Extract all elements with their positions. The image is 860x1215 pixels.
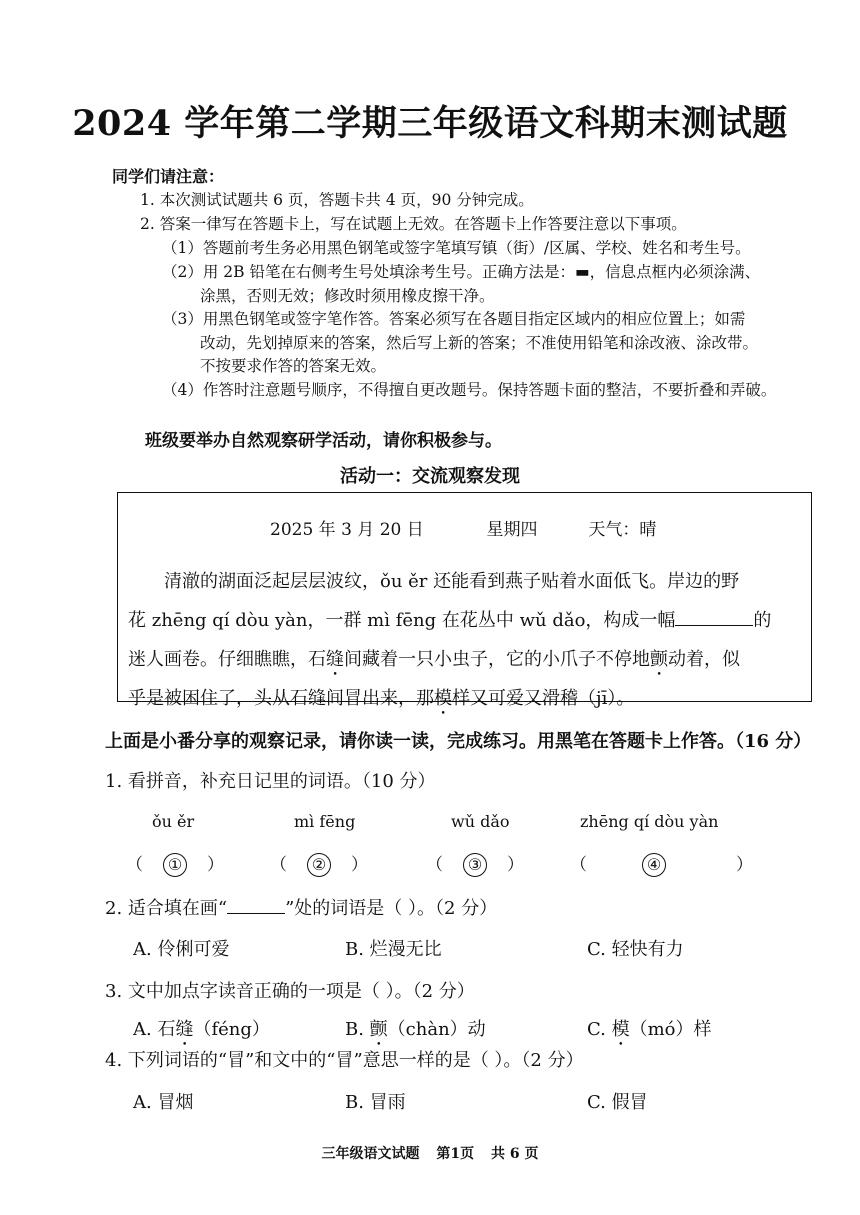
notice-item-2: 2. 答案一律写在答题卡上，写在试题上无效。在答题卡上作答要注意以下事项。 bbox=[140, 215, 687, 233]
notice-sub-2b: 涂黑，否则无效；修改时须用橡皮擦干净。 bbox=[200, 287, 495, 305]
diary-line-3-c: 动着，似 bbox=[668, 649, 740, 670]
q1-answer-1: （ ① ） bbox=[126, 855, 224, 875]
footer-total: 共 6 页 bbox=[491, 1146, 539, 1162]
diary-line-3-a: 迷人画卷。仔细瞧瞧，石 bbox=[128, 649, 326, 670]
q2-option-a: A. 伶俐可爱 bbox=[133, 939, 230, 960]
circle-mark-1: ① bbox=[163, 853, 187, 877]
diary-line-1: 清澈的湖面泛起层层波纹，ǒu ěr 还能看到燕子贴着水面低飞。岸边的野 bbox=[164, 571, 740, 592]
diary-text bbox=[128, 562, 803, 718]
activity-title: 活动一：交流观察发现 bbox=[340, 466, 520, 487]
circle-mark-4: ④ bbox=[642, 853, 666, 877]
q3-option-a: A. 石缝（féng） bbox=[133, 1019, 270, 1040]
fill-blank bbox=[675, 605, 753, 626]
notice-heading: 同学们请注意： bbox=[112, 167, 225, 186]
diary-line-4-b: 样又可爱又滑稽（jī）。 bbox=[452, 688, 635, 709]
dotted-char-mo: 模 bbox=[434, 688, 452, 709]
q1-pinyin-4: zhēng qí dòu yàn bbox=[580, 812, 719, 831]
q1-answer-3: （ ③ ） bbox=[426, 855, 524, 875]
diary-weekday: 星期四 bbox=[486, 520, 538, 540]
q1-pinyin-2: mì fēng bbox=[294, 812, 356, 831]
diary-line-2-text: 花 zhēng qí dòu yàn，一群 mì fēng 在花丛中 wǔ dǎo，构成一幅 bbox=[128, 610, 676, 631]
notice-sub-3c: 不按要求作答的答案无效。 bbox=[200, 357, 387, 375]
diary-weather: 天气：晴 bbox=[588, 520, 657, 540]
diary-header bbox=[270, 515, 656, 540]
circle-mark-2: ② bbox=[307, 853, 331, 877]
q3-option-b: B. 颤（chàn）动 bbox=[345, 1019, 486, 1040]
footer-page: 第1页 bbox=[436, 1146, 475, 1162]
q2-stem: 2. 适合填在画“ ”处的词语是（ ）。（2 分） bbox=[105, 898, 498, 919]
q4-option-c: C. 假冒 bbox=[587, 1092, 648, 1113]
q1-pinyin-1: ǒu ěr bbox=[152, 812, 195, 831]
q2-option-c: C. 轻快有力 bbox=[587, 939, 684, 960]
diary-line-4-a: 乎是被困住了，头从石缝间冒出来，那 bbox=[128, 688, 434, 709]
footer-subject: 三年级语文试题 bbox=[321, 1146, 420, 1162]
section-instruction: 上面是小番分享的观察记录，请你读一读，完成练习。用黑笔在答题卡上作答。（16 分） bbox=[105, 731, 812, 752]
q4-option-b: B. 冒雨 bbox=[345, 1092, 406, 1113]
q1-answer-2: （ ② ） bbox=[270, 855, 368, 875]
dotted-char-feng: 缝 bbox=[326, 649, 344, 670]
q4-option-a: A. 冒烟 bbox=[133, 1092, 194, 1113]
q3-stem: 3. 文中加点字读音正确的一项是（ ）。（2 分） bbox=[105, 981, 475, 1002]
diary-line-2 bbox=[128, 601, 803, 640]
page-title: 2024 学年第二学期三年级语文科期末测试题 bbox=[72, 103, 788, 144]
notice-item-1: 1. 本次测试试题共 6 页，答题卡共 4 页，90 分钟完成。 bbox=[140, 191, 534, 209]
diary-line-3 bbox=[128, 640, 803, 679]
diary-line-4 bbox=[128, 679, 803, 718]
q3-option-c: C. 模（mó）样 bbox=[587, 1019, 712, 1040]
notice-sub-4: （4）作答时注意题号顺序，不得擅自更改题号。保持答题卡面的整洁，不要折叠和弄破。 bbox=[162, 381, 777, 399]
notice-sub-3b: 改动，先划掉原来的答案，然后写上新的答案；不准使用铅笔和涂改液、涂改带。 bbox=[200, 334, 759, 352]
diary-date: 2025 年 3 月 20 日 bbox=[270, 520, 424, 540]
q2-option-b: B. 烂漫无比 bbox=[345, 939, 442, 960]
dotted-char-chan: 颤 bbox=[650, 649, 668, 670]
activity-intro: 班级要举办自然观察研学活动，请你积极参与。 bbox=[145, 431, 502, 451]
notice-sub-2a: （2）用 2B 铅笔在右侧考生号处填涂考生号。正确方法是：▬，信息点框内必须涂满、 bbox=[162, 263, 761, 281]
notice-sub-3a: （3）用黑色钢笔或签字笔作答。答案必须写在各题目指定区域内的相应位置上；如需 bbox=[162, 310, 746, 328]
diary-line-3-b: 间藏着一只小虫子，它的小爪子不停地 bbox=[344, 649, 650, 670]
q4-stem: 4. 下列词语的“冒”和文中的“冒”意思一样的是（ ）。（2 分） bbox=[105, 1050, 584, 1071]
q1-answer-4: （ ④ ） bbox=[570, 855, 753, 875]
q1-stem: 1. 看拼音，补充日记里的词语。（10 分） bbox=[105, 771, 436, 792]
diary-line-2-end: 的 bbox=[753, 610, 772, 631]
circle-mark-3: ③ bbox=[463, 853, 487, 877]
notice-sub-1: （1）答题前考生务必用黑色钢笔或签字笔填写镇（街）/区属、学校、姓名和考生号。 bbox=[162, 239, 751, 257]
page-footer bbox=[0, 1143, 860, 1163]
q1-pinyin-3: wǔ dǎo bbox=[451, 812, 510, 831]
